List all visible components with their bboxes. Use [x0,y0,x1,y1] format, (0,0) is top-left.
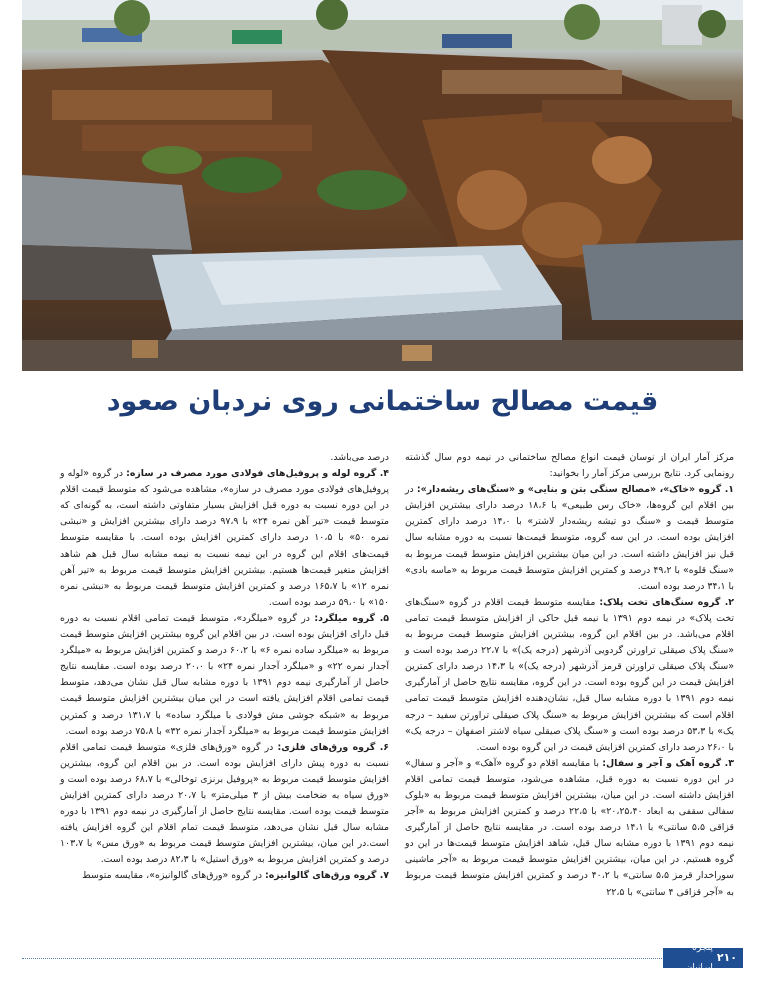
section-heading: ۵. گروه میلگرد: [314,612,389,624]
page-number: ۲۱۰ [716,951,737,964]
magazine-name: پنجره ایرانیان [685,943,713,973]
footer-folio [663,943,743,973]
paragraph-group-2: ۲. گروه سنگ‌های تخت پلاک: مقایسه متوسط قیمت اقلام در گروه «سنگ‌های تخت پلاک» در نیمه دوم ۱۳۹۱ با نیمه قبل حاکی از افزایش متوسط قیمت تمامی اقلام می‌باشد. در بین اقلام این گروه، بیشترین افزایش متوسط قیمت مربوط به «سنگ پلاک صیقلی تراورتن گردویی آذرشهر (درجه یک)» با ۲۲،۷ درصد بوده است و «سنگ پلاک صیقلی تراورتن قرمز آذرشهر (درجه یک)» با ۱۴،۳ درصد دارای کمترین افزایش قیمت در این گروه بوده است. در این گروه، مقایسه نتایج حاصل از آمارگیری نیمه دوم ۱۳۹۱ با دوره مشابه سال قبل، نشان‌دهنده افزایش متوسط قیمت تمامی اقلام است که بیشترین افزایش مربوط به «سنگ پلاک صیقلی تراورتن سفید – درجه یک» با ۵۳،۳ درصد بوده است و «سنگ پلاک صیقلی سیاه لاشتر اصفهان – درجه یک» با ۲۶،۰ درصد دارای کمترین افزایش قیمت در این گروه بوده است. [405,596,734,753]
section-heading: ۷. گروه ورق‌های گالوانیزه: [265,870,389,882]
paragraph-group-5: ۵. گروه میلگرد: در گروه «میلگرد»، متوسط قیمت تمامی اقلام نسبت به دوره قبل دارای افزایش بوده است. در بین اقلام این گروه بیشترین افزایش متوسط قیمت مربوط به «میلگرد ساده نمره ۶» با ۶۰،۲ درصد و کمترین افزایش مربوط به «میلگرد آجدار نمره ۲۲» و «میلگرد آجدار نمره ۲۴» با ۲۰،۰ درصد بوده است. مقایسه نتایج حاصل از آمارگیری نیمه دوم ۱۳۹۱ با دوره مشابه سال قبل نشان می‌دهد، متوسط قیمت تمامی اقلام افزایش یافته است در این میان بیشترین افزایش متوسط قیمت مربوط به «شبکه جوشی مش فولادی با میلگرد ساده» با ۱۳۱،۷ درصد و کمترین افزایش متوسط قیمت مربوط به «میلگرد آجدار نمره ۳۲» با ۷۵،۸ درصد بوده است. [60,612,390,737]
section-heading: ۲. گروه سنگ‌های تخت پلاک: [599,596,734,608]
paragraph-group-6: ۶. گروه ورق‌های فلزی: در گروه «ورق‌های فلزی» متوسط قیمت تمامی اقلام نسبت به دوره پیش دارای افزایش بوده است. در بین اقلام این گروه، بیشترین افزایش متوسط قیمت مربوط به «پروفیل برنزی توخالی» با ۶۸،۷ درصد بوده است و «ورق سیاه به ضخامت بیش از ۳ میلی‌متر» با ۲۰،۷ درصد دارای کمترین افزایش متوسط قیمت بوده است. مقایسه نتایج حاصل از آمارگیری در نیمه دوم ۱۳۹۱ با دوره مشابه سال قبل نشان می‌دهد، متوسط قیمت تمام اقلام این گروه افزایش یافته است.در این میان، بیشترین افزایش متوسط قیمت مربوط به «ورق مس» با ۱۰۳،۷ درصد و کمترین افزایش مربوط به «ورق استیل» با ۸۲،۳ درصد بوده است. [60,741,390,866]
section-heading: ۳. گروه آهک و آجر و سفال: [602,757,734,769]
paragraph-continuation: درصد می‌باشد. [330,452,389,463]
article-column-right [405,450,734,901]
section-heading: ۶. گروه ورق‌های فلزی: [277,741,389,753]
paragraph-group-7: ۷. گروه ورق‌های گالوانیزه: در گروه «ورق‌های گالوانیزه»، مقایسه متوسط [82,870,389,882]
article-title: قیمت مصالح ساختمانی روی نردبان صعود [106,386,659,417]
paragraph-group-4: ۴. گروه لوله و پروفیل‌های فولادی مورد مصرف در سازه: در گروه «لوله و پروفیل‌های فولادی مورد مصرف در سازه»، مشاهده می‌شود که متوسط قیمت اقلام در این دوره نسبت به دوره قبل افزایش بسیار متفاوتی داشته است، به گونه‌ای که متوسط قیمت «تیر آهن نمره ۲۴» با ۹۷،۹ درصد دارای بیشترین افزایش و «نبشی نمره ۵۰» با ۱۰،۵ درصد دارای کمترین افزایش بوده است. با مقایسه متوسط قیمت‌های اقلام این گروه در این نیمه نسبت به نیمه مشابه سال قبل هم شاهد افزایش متغیر قیمت‌ها هستیم. بیشترین افزایش متوسط قیمت مربوط به «تیر آهن نمره ۱۲» با ۱۶۵،۷ درصد و کمترین افزایش متوسط قیمت مربوط به «نبشی نمره ۱۵۰» با ۵۹،۰ درصد بوده است. [60,468,390,608]
paragraph-intro: مرکز آمار ایران از نوسان قیمت انواع مصالح ساختمانی در نیمه دوم سال گذشته رونمایی کرد. نتایج بررسی مرکز آمار را بخوانید: [405,452,734,480]
steel-materials-photo [22,0,743,371]
paragraph-group-1: ۱. گروه «خاک»، «مصالح سنگی بتن و بنایی» و «سنگ‌های ریشه‌دار»: در بین اقلام این گروه‌ها، «خاک رس طبیعی» با ۱۸،۶ درصد دارای بیشترین افزایش متوسط قیمت و «سنگ دو تیشه ریشه‌دار لاشتر» با ۱۴،۰ درصد دارای کمترین افزایش بوده است. در این سه گروه، متوسط قیمت‌ها نسبت به دوره مشابه سال قبل نیز افزایش داشته است. در این میان بیشترین افزایش متوسط قیمت مربوط به «سنگ قلوه» با ۴۹،۲ درصد و کمترین افزایش متوسط قیمت مربوط به «ماسه بادی» با ۳۴،۱ درصد بوده است. [405,484,735,592]
footer-divider [22,958,662,959]
article-column-left [60,450,389,885]
paragraph-group-3: ۳. گروه آهک و آجر و سفال: با مقایسه اقلام دو گروه «آهک» و «آجر و سفال» در این دوره نسبت به دوره قبل، مشاهده می‌شود، متوسط قیمت تمامی اقلام افزایش داشته است. در این میان، بیشترین افزایش متوسط قیمت مربوط به «بلوک سفالی سقفی به ابعاد ۲۰،۲۵،۴۰» با ۲۲،۵ درصد و کمترین افزایش مربوط به «آجر قزاقی ۵،۵ سانتی» با ۱۴،۱ درصد بوده است. در مقایسه نتایج حاصل از آمارگیری نیمه دوم ۱۳۹۱ با دوره مشابه سال قبل، شاهد افزایش متوسط قیمت‌ها در این دو گروه هستیم. در این میان، بیشترین افزایش متوسط قیمت مربوط به «آجر ماشینی سوراخدار قرمز ۵،۵ سانتی» با ۴۰،۲ درصد و کمترین افزایش متوسط قیمت مربوط به «آجر قزاقی ۴ سانتی» با ۲۲،۵ [405,757,734,898]
section-heading: ۱. گروه «خاک»، «مصالح سنگی بتن و بنایی» و «سنگ‌های ریشه‌دار»: [416,484,734,496]
section-heading: ۴. گروه لوله و پروفیل‌های فولادی مورد مصرف در سازه: [126,468,389,480]
photo-illustration [22,0,743,371]
